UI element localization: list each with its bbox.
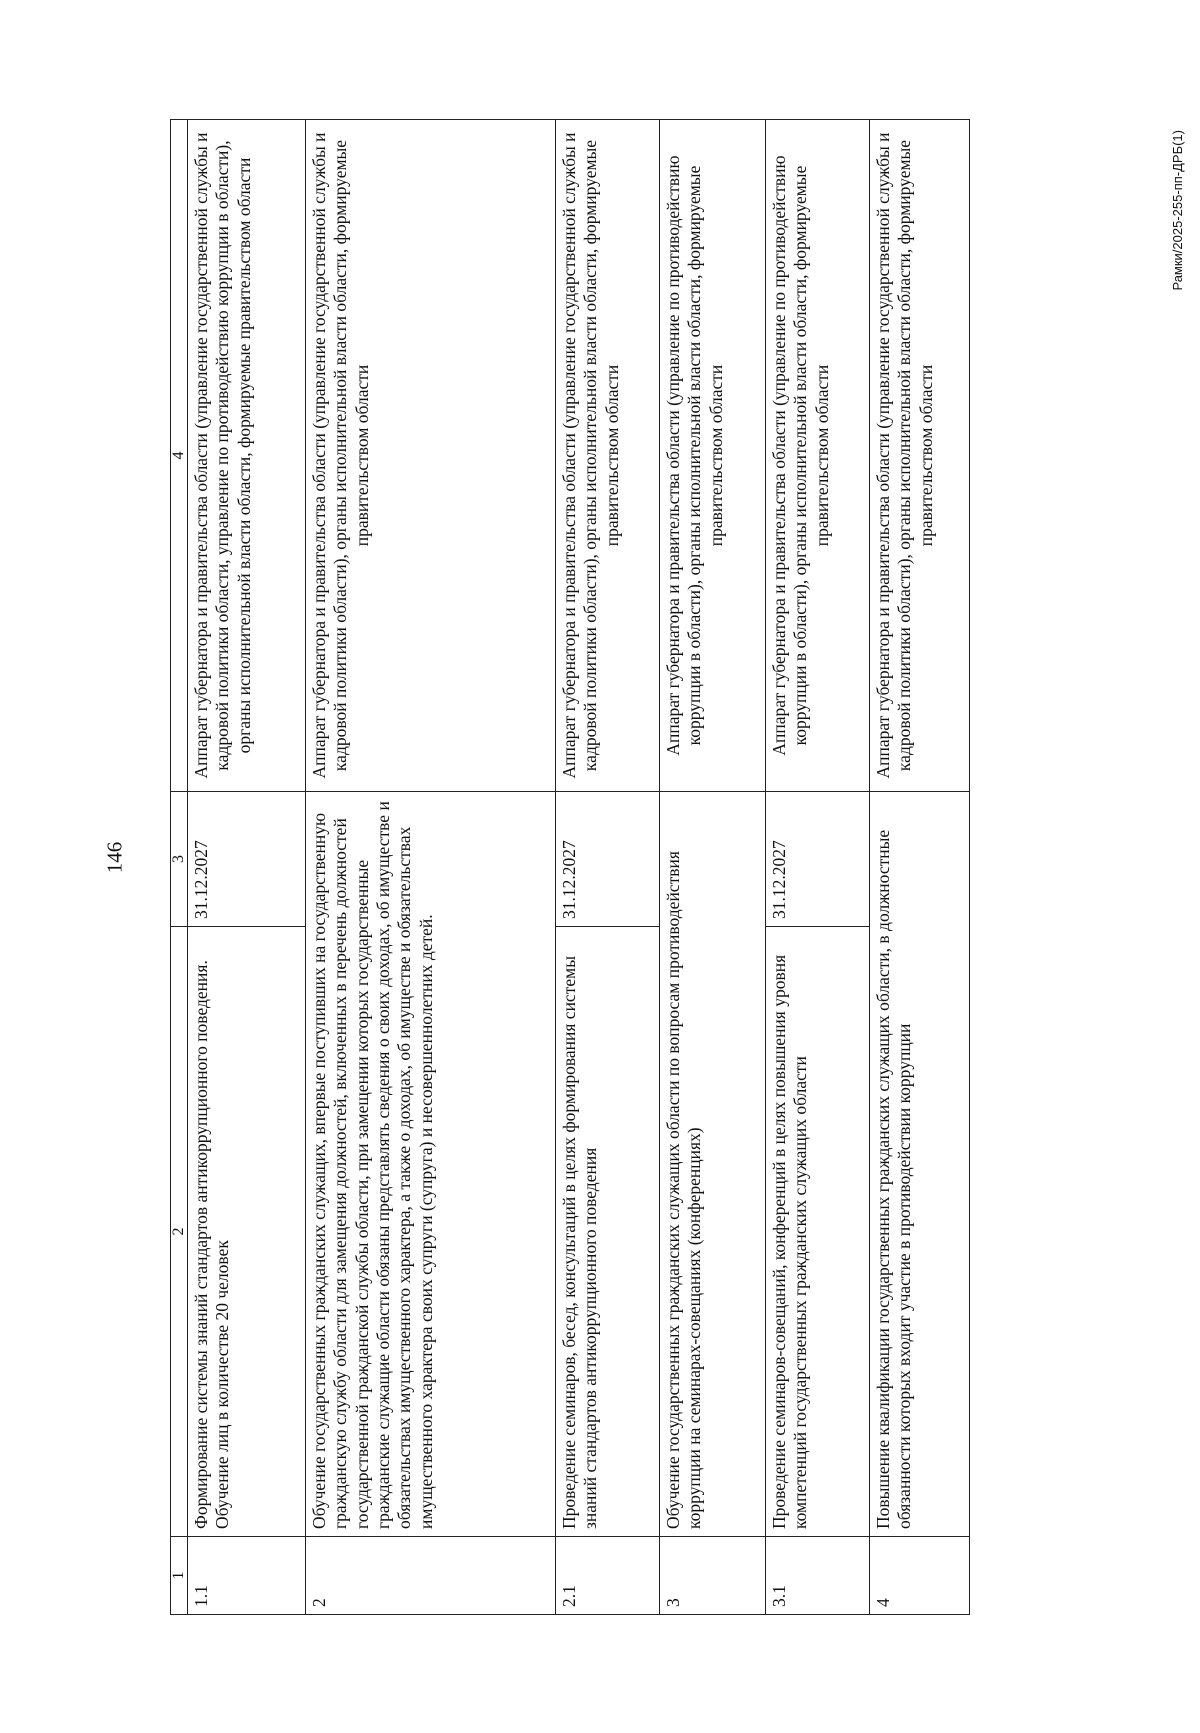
table-header-row: [171, 120, 188, 1615]
table-row: [660, 120, 766, 1615]
table-row: [870, 120, 970, 1615]
document-table-container: [170, 120, 970, 1615]
row-organizations: Аппарат губернатора и правительства области (управление государственной службы и кадровой политики области), органы исполнительной власти области, формируемые правительством области: [870, 120, 970, 792]
row-organizations: Аппарат губернатора и правительства области (управление государственной службы и кадровой политики области, управление по противодействию коррупции в области), органы исполнительной власти области, формируемые правительством области: [188, 120, 306, 792]
header-col-3: 3: [171, 792, 188, 927]
row-organizations: Аппарат губернатора и правительства области (управление государственной службы и кадровой политики области), органы исполнительной власти области, формируемые правительством области: [306, 120, 556, 792]
row-organizations: Аппарат губернатора и правительства области (управление по противодействию коррупции в области), органы исполнительной власти области, формируемые правительством области: [660, 120, 766, 792]
row-number: 3.1: [766, 1537, 870, 1615]
table-row: [556, 120, 660, 1615]
header-col-1: 1: [171, 1537, 188, 1615]
header-col-4: 4: [171, 120, 188, 792]
row-date: 31.12.2027: [766, 792, 870, 927]
row-number: 4: [870, 1537, 970, 1615]
row-description: Проведение семинаров, бесед, консультаций в целях формирования системы знаний стандартов антикоррупционного поведения: [556, 927, 660, 1537]
table-row: [188, 120, 306, 1615]
row-organizations: Аппарат губернатора и правительства области (управление государственной службы и кадровой политики области), органы исполнительной власти области, формируемые правительством области: [556, 120, 660, 792]
page-number: 146: [102, 841, 127, 874]
row-date: 31.12.2027: [188, 792, 306, 927]
row-organizations: Аппарат губернатора и правительства области (управление по противодействию коррупции в области), органы исполнительной власти области, формируемые правительством области: [766, 120, 870, 792]
row-number: 3: [660, 1537, 766, 1615]
document-code: Рамки/2025-255-пп-ДРБ(1): [1170, 130, 1185, 291]
row-date: 31.12.2027: [556, 792, 660, 927]
header-col-2: 2: [171, 927, 188, 1537]
row-description: Обучение государственных гражданских служащих, впервые поступивших на государственную гражданскую службу области для замещения должностей, включенных в перечень должностей государственной гражданской службы области, при замещении которых государственные гражданские служащие области обязаны представлять сведения о своих доходах, об имуществе и обязательствах имущественного характера, а также о доходах, об имуществе и обязательствах имущественного характера своих супруги (супруга) и несовершеннолетних детей.: [306, 792, 556, 1537]
row-number: 1.1: [188, 1537, 306, 1615]
table-row: [766, 120, 870, 1615]
row-description: Обучение государственных гражданских служащих области по вопросам противодействия коррупции на семинарах-совещаниях (конференциях): [660, 792, 766, 1537]
row-description: Формирование системы знаний стандартов антикоррупционного поведения. Обучение лиц в количестве 20 человек: [188, 927, 306, 1537]
row-description: Проведение семинаров-совещаний, конференций в целях повышения уровня компетенций государственных гражданских служащих области: [766, 927, 870, 1537]
row-number: 2: [306, 1537, 556, 1615]
row-number: 2.1: [556, 1537, 660, 1615]
row-description: Повышение квалификации государственных гражданских служащих области, в должностные обязанности которых входит участие в противодействии коррупции: [870, 792, 970, 1537]
table-row: [306, 120, 556, 1615]
measures-table: [170, 119, 970, 1615]
